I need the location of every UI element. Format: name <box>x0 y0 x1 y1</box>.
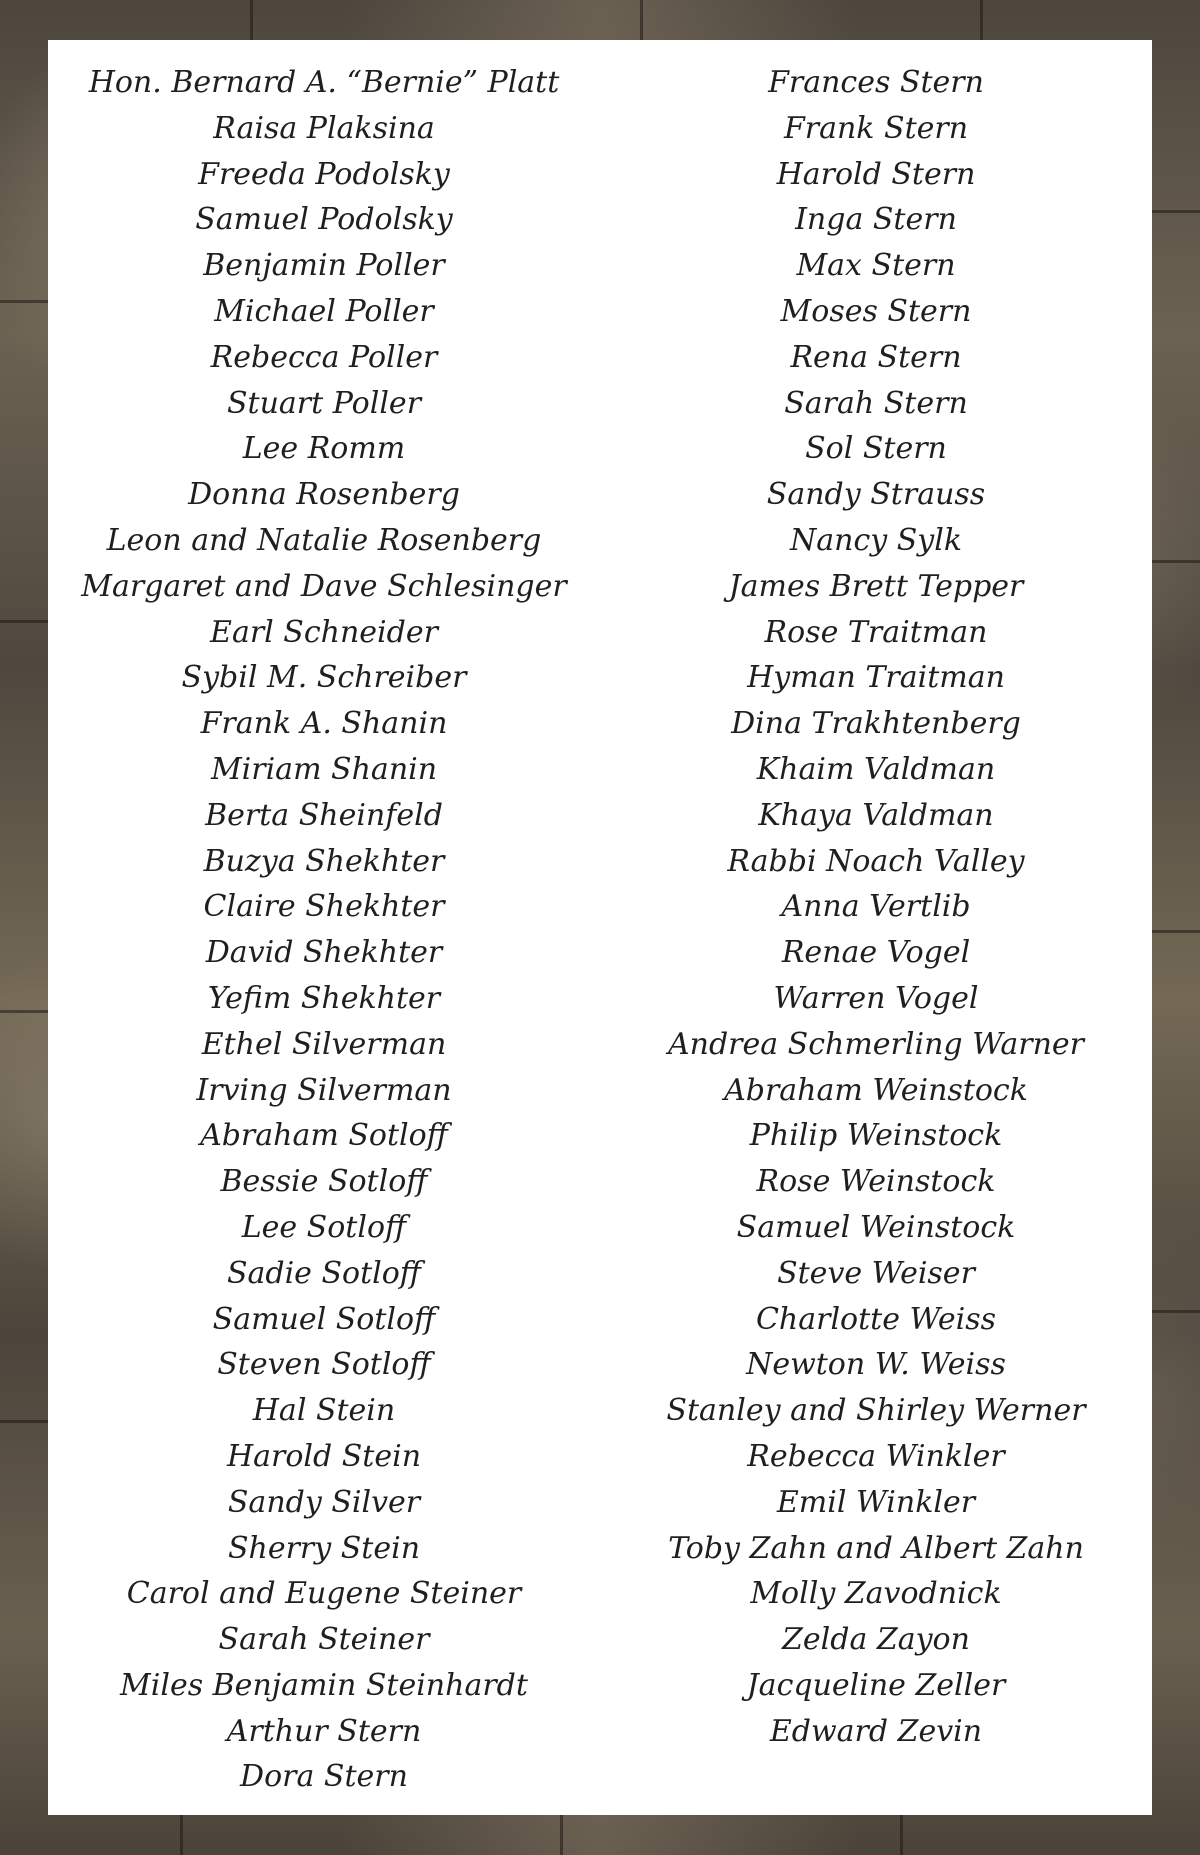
honoree-name: Sherry Stein <box>227 1530 421 1566</box>
honoree-name: Jacqueline Zeller <box>746 1667 1006 1703</box>
honoree-name: Hon. Bernard A. “Bernie” Platt <box>88 65 560 100</box>
honoree-name: Inga Stern <box>795 202 957 238</box>
honoree-name: Lee Sotloff <box>241 1209 407 1245</box>
stone-joint <box>1152 560 1200 563</box>
honoree-name: Toby Zahn and Albert Zahn <box>668 1530 1084 1566</box>
stone-joint <box>1152 1310 1200 1313</box>
honoree-name: Emil Winkler <box>776 1484 976 1520</box>
honoree-name: Miles Benjamin Steinhardt <box>120 1667 528 1703</box>
honoree-name: Raisa Plaksina <box>213 110 435 146</box>
honoree-name: Rena Stern <box>790 339 962 375</box>
honoree-name: Hyman Traitman <box>747 660 1005 696</box>
honoree-name: Moses Stern <box>780 293 972 329</box>
honoree-name: Samuel Podolsky <box>195 202 453 238</box>
honoree-name: Carol and Eugene Steiner <box>126 1576 522 1612</box>
stone-joint <box>0 620 48 623</box>
honoree-name: David Shekhter <box>205 935 443 971</box>
honoree-name: Abraham Weinstock <box>724 1072 1028 1108</box>
stone-joint <box>250 0 253 40</box>
honoree-name: Lee Romm <box>242 431 406 467</box>
honoree-name: Sol Stern <box>805 431 947 467</box>
honoree-name: Sarah Steiner <box>218 1622 430 1658</box>
honoree-name: Leon and Natalie Rosenberg <box>106 522 542 558</box>
honoree-name: Anna Vertlib <box>781 889 971 925</box>
names-column-right <box>600 60 1152 1800</box>
honoree-name: Rose Weinstock <box>756 1164 996 1200</box>
honoree-name: Abraham Sotloff <box>200 1118 448 1154</box>
honoree-name: Molly Zavodnick <box>750 1576 1002 1612</box>
stone-joint <box>560 1815 563 1855</box>
honoree-name: Dina Trakhtenberg <box>731 706 1021 742</box>
honoree-name: Nancy Sylk <box>789 522 963 558</box>
stone-joint <box>0 1010 48 1013</box>
honoree-name: Bessie Sotloff <box>220 1164 428 1200</box>
honoree-name: Harold Stern <box>776 156 976 192</box>
names-columns <box>48 60 1152 1800</box>
honoree-name: Andrea Schmerling Warner <box>667 1026 1085 1062</box>
stone-joint <box>0 300 48 303</box>
honoree-name: Dora Stern <box>240 1759 408 1795</box>
honoree-name: James Brett Tepper <box>728 568 1024 604</box>
honoree-name: Hal Stein <box>252 1393 396 1429</box>
honoree-name: Khaim Valdman <box>756 751 996 787</box>
honoree-name: Rebecca Poller <box>210 339 438 375</box>
honoree-name: Ethel Silverman <box>201 1026 447 1062</box>
honoree-name: Edward Zevin <box>769 1713 983 1749</box>
honoree-name: Samuel Sotloff <box>212 1301 436 1337</box>
honoree-name: Michael Poller <box>214 293 434 329</box>
stone-joint <box>0 1420 48 1423</box>
names-panel <box>48 40 1152 1815</box>
honoree-name: Warren Vogel <box>773 980 979 1016</box>
stone-joint <box>180 1815 183 1855</box>
honoree-name: Sybil M. Schreiber <box>181 660 467 696</box>
honoree-name: Benjamin Poller <box>203 248 445 284</box>
honoree-name: Khaya Valdman <box>758 797 994 833</box>
honoree-name: Buzya Shekhter <box>203 843 445 879</box>
honoree-name: Rabbi Noach Valley <box>727 843 1025 879</box>
names-column-left <box>48 60 600 1800</box>
honoree-name: Sadie Sotloff <box>226 1255 422 1291</box>
stone-joint <box>640 0 643 40</box>
honoree-name: Stuart Poller <box>226 385 422 421</box>
honoree-name: Miriam Shanin <box>210 751 438 787</box>
honoree-name: Berta Sheinfeld <box>205 797 443 833</box>
honoree-name: Claire Shekhter <box>203 889 445 925</box>
honoree-name: Frank A. Shanin <box>200 706 448 742</box>
honoree-name: Margaret and Dave Schlesinger <box>81 568 567 604</box>
honoree-name: Harold Stein <box>226 1438 422 1474</box>
stone-joint <box>1152 930 1200 933</box>
honoree-name: Steve Weiser <box>777 1255 975 1291</box>
honoree-name: Freeda Podolsky <box>198 156 450 192</box>
honoree-name: Charlotte Weiss <box>755 1301 997 1337</box>
honoree-name: Samuel Weinstock <box>736 1209 1016 1245</box>
honoree-name: Max Stern <box>796 248 956 284</box>
honoree-name: Newton W. Weiss <box>746 1347 1006 1383</box>
honoree-name: Sarah Stern <box>784 385 968 421</box>
honoree-name: Donna Rosenberg <box>188 477 460 513</box>
honoree-name: Irving Silverman <box>196 1072 452 1108</box>
honoree-name: Steven Sotloff <box>217 1347 431 1383</box>
stone-joint <box>900 1815 903 1855</box>
honoree-name: Sandy Silver <box>227 1484 421 1520</box>
honoree-name: Arthur Stern <box>226 1713 422 1749</box>
honoree-name: Philip Weinstock <box>749 1118 1003 1154</box>
honoree-name: Renae Vogel <box>781 935 971 971</box>
honoree-name: Rose Traitman <box>764 614 988 650</box>
honoree-name: Earl Schneider <box>210 614 438 650</box>
honoree-name: Sandy Strauss <box>766 477 986 513</box>
stone-joint <box>1152 210 1200 213</box>
honoree-name: Frances Stern <box>768 65 984 100</box>
stone-joint <box>980 0 983 40</box>
honoree-name: Zelda Zayon <box>782 1622 970 1658</box>
honoree-name: Yefim Shekhter <box>207 980 441 1016</box>
honoree-name: Rebecca Winkler <box>747 1438 1005 1474</box>
honoree-name: Frank Stern <box>783 110 969 146</box>
honoree-name: Stanley and Shirley Werner <box>666 1393 1086 1429</box>
